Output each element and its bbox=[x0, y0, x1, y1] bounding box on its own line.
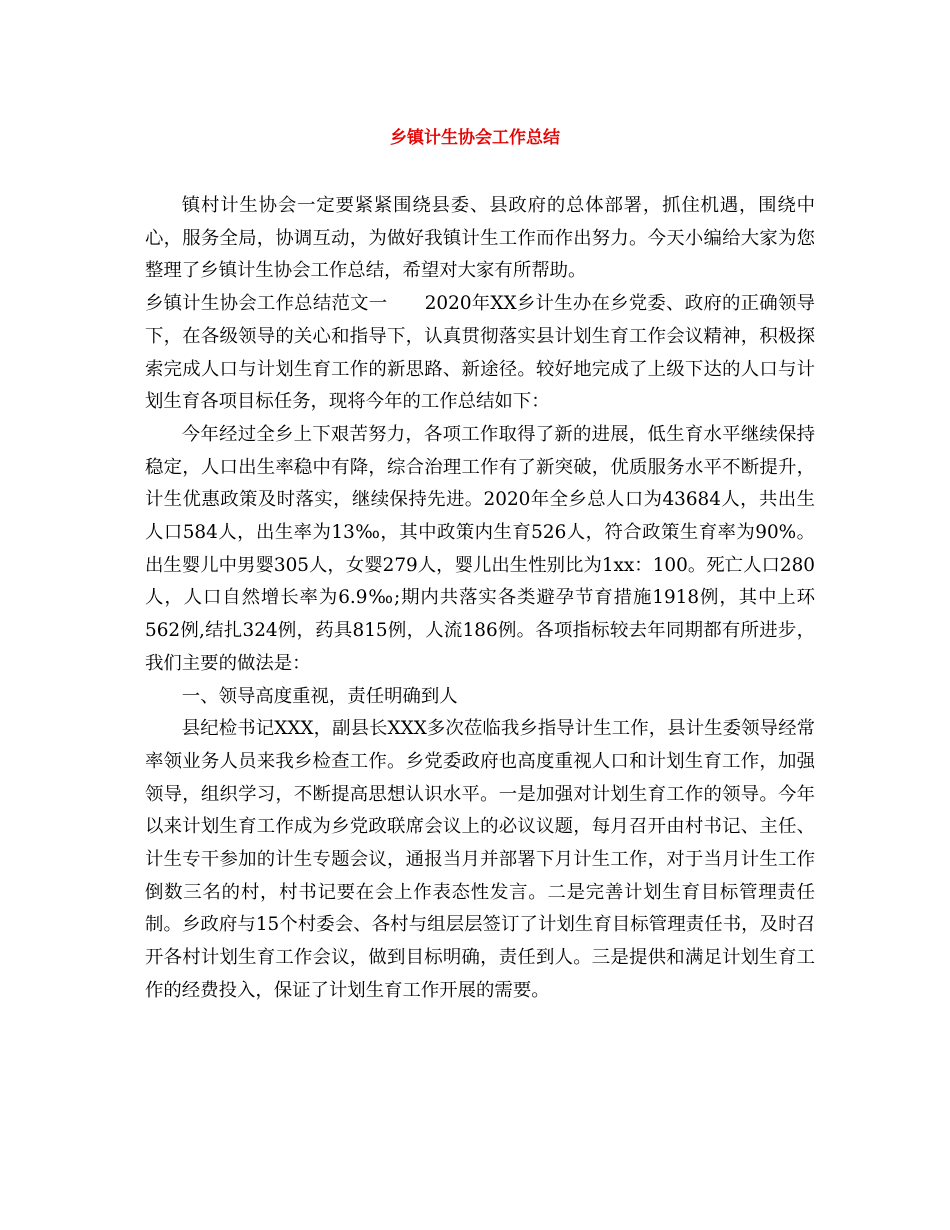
document-body bbox=[145, 190, 815, 1008]
document-title: 乡镇计生协会工作总结 bbox=[390, 128, 560, 148]
paragraph-intro: 镇村计生协会一定要紧紧围绕县委、县政府的总体部署，抓住机遇，围绕中心，服务全局，协调互动，为做好我镇计生工作而作出努力。今天小编给大家为您整理了乡镇计生协会工作总结，希望对大家有所帮助。 bbox=[145, 195, 815, 282]
paragraph-statistics: 今年经过全乡上下艰苦努力，各项工作取得了新的进展，低生育水平继续保持稳定，人口出生率稳中有降，综合治理工作有了新突破，优质服务水平不断提升，计生优惠政策及时落实，继续保持先进。2020年全乡总人口为43684人，共出生人口584人，出生率为13‰，其中政策内生育526人，符合政策生育率为90%。出生婴儿中男婴305人，女婴279人，婴儿出生性别比为1xx：100。死亡人口280人，人口自然增长率为6.9‰;期内共落实各类避孕节育措施1918例，其中上环562例,结扎324例，药具815例，人流186例。各项指标较去年同期都有所进步，我们主要的做法是： bbox=[145, 423, 815, 674]
paragraph-sample-heading: 乡镇计生协会工作总结范文一 2020年XX乡计生办在乡党委、政府的正确领导下，在各级领导的关心和指导下，认真贯彻落实县计划生育工作会议精神，积极探索完成人口与计划生育工作的新思路、新途径。较好地完成了上级下达的人口与计划生育各项目标任务，现将今年的工作总结如下： bbox=[145, 293, 815, 413]
paragraph-leadership: 县纪检书记XXX，副县长XXX多次莅临我乡指导计生工作，县计生委领导经常率领业务人员来我乡检查工作。乡党委政府也高度重视人口和计划生育工作，加强领导，组织学习，不断提高思想认识水平。一是加强对计划生育工作的领导。今年以来计划生育工作成为乡党政联席会议上的必议议题，每月召开由村书记、主任、计生专干参加的计生专题会议，通报当月并部署下月计生工作，对于当月计生工作倒数三名的村，村书记要在会上作表态性发言。二是完善计划生育目标管理责任制。乡政府与15个村委会、各村与组层层签订了计划生育目标管理责任书，及时召开各村计划生育工作会议，做到目标明确，责任到人。三是提供和满足计划生育工作的经费投入，保证了计划生育工作开展的需要。 bbox=[145, 718, 815, 1001]
section-heading-leadership: 一、领导高度重视，责任明确到人 bbox=[181, 685, 458, 707]
